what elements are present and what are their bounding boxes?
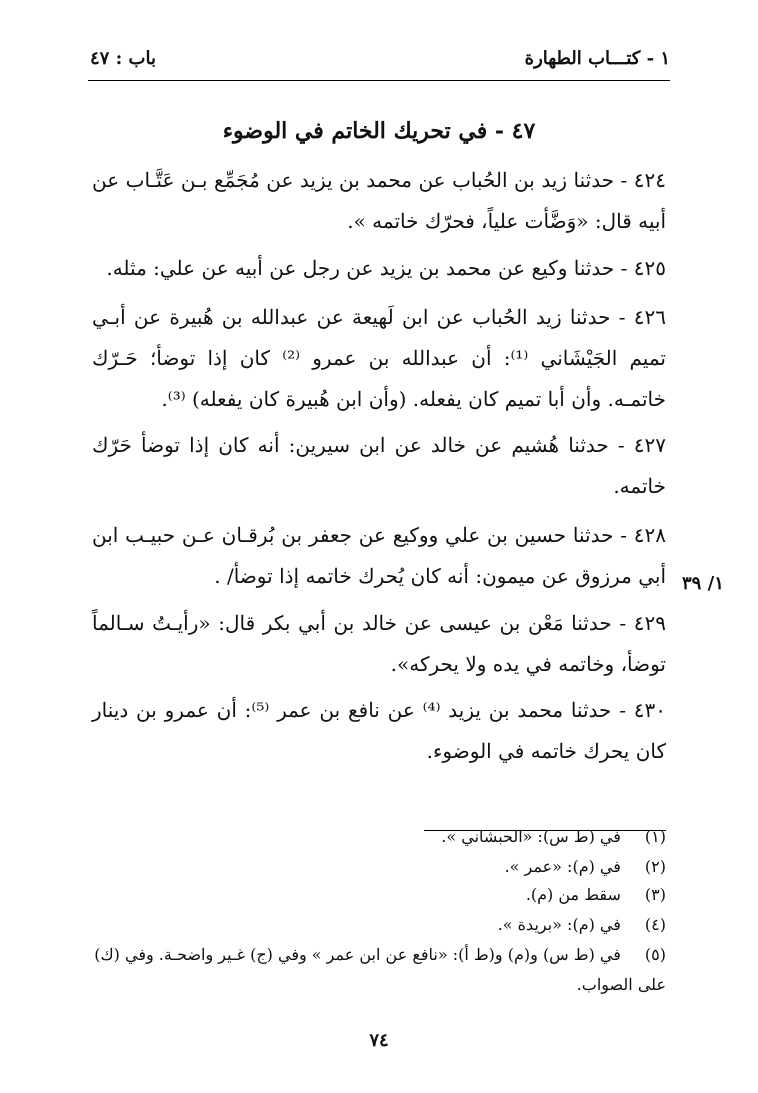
section-title: ٤٧ - في تحريك الخاتم في الوضوء xyxy=(222,118,536,144)
bab-number: باب : ٤٧ xyxy=(90,48,156,69)
hadith-425: ٤٢٥ - حدثنا وكيع عن محمد بن يزيد عن رجل عن أبيه عن علي: مثله. xyxy=(106,256,666,280)
footnote-text: سقط من (م). xyxy=(525,885,621,904)
footnote-number: (٤) xyxy=(644,915,666,934)
footnote-5 xyxy=(92,940,666,1000)
footnote-number: (٢) xyxy=(644,857,666,876)
manuscript-folio-note: ١/ ٣٩ xyxy=(682,573,724,594)
hadith-430: ٤٣٠ - حدثنا محمد بن يزيد ⁽⁴⁾ عن نافع بن عمر ⁽⁵⁾: أن عمرو بن دينار كان يحرك خاتمه في الوضوء. xyxy=(92,698,666,763)
footnote-text: في (ط س): «الحبشاني ». xyxy=(441,827,621,846)
footnote-text: في (م): «عمر ». xyxy=(504,857,621,876)
footnote-text: في (م): «بريدة ». xyxy=(497,915,621,934)
hadith-426: ٤٢٦ - حدثنا زيد الحُباب عن ابن لَهيعة عن عبدالله بن هُبيرة عن أبـي تميم الجَيْشَاني ⁽¹⁾: أن عبدالله بن عمرو ⁽²⁾ كان إذا توضأ؛ حَـرّك خاتمـه. وأن أبا تميم كان يفعله. (وأن ابن هُبيرة كان يفعله) ⁽³⁾. xyxy=(92,305,666,411)
footnote-number: (١) xyxy=(644,827,666,846)
footnote-number: (٥) xyxy=(644,945,666,964)
hadith-424: ٤٢٤ - حدثنا زيد بن الحُباب عن محمد بن يزيد عن مُجَمِّع بـن عَتَّـاب عن أبيه قال: «وَضَّأت علياً، فحرّك خاتمه ». xyxy=(92,168,666,233)
footnote-1 xyxy=(92,822,666,852)
hadith-429: ٤٢٩ - حدثنا مَعْن بن عيسى عن خالد بن أبي بكر قال: «رأيـتُ سـالماً توضأ، وخاتمه في يده ولا يحركه». xyxy=(92,611,667,676)
footnote-4 xyxy=(92,910,666,940)
chapter-heading: ١ - كتـــاب الطهارة xyxy=(524,48,670,69)
footnote-3 xyxy=(92,880,666,910)
hadith-427: ٤٢٧ - حدثنا هُشيم عن خالد عن ابن سيرين: أنه كان إذا توضأ حَرّك خاتمه. xyxy=(92,433,666,498)
footnote-text: في (ط س) و(م) و(ط أ): «نافع عن ابن عمر » وفي (ج) غـير واضحـة. وفي (ك) على الصواب. xyxy=(94,945,666,994)
hadith-428: ٤٢٨ - حدثنا حسين بن علي ووكيع عن جعفر بن بُرقـان عـن حبيـب ابن أبي مرزوق عن ميمون: أنه كان يُحرك خاتمه إذا توضأ/ . xyxy=(92,523,667,588)
footnote-number: (٣) xyxy=(644,885,666,904)
page-number: ٧٤ xyxy=(369,1030,389,1051)
footnote-2 xyxy=(92,852,666,882)
